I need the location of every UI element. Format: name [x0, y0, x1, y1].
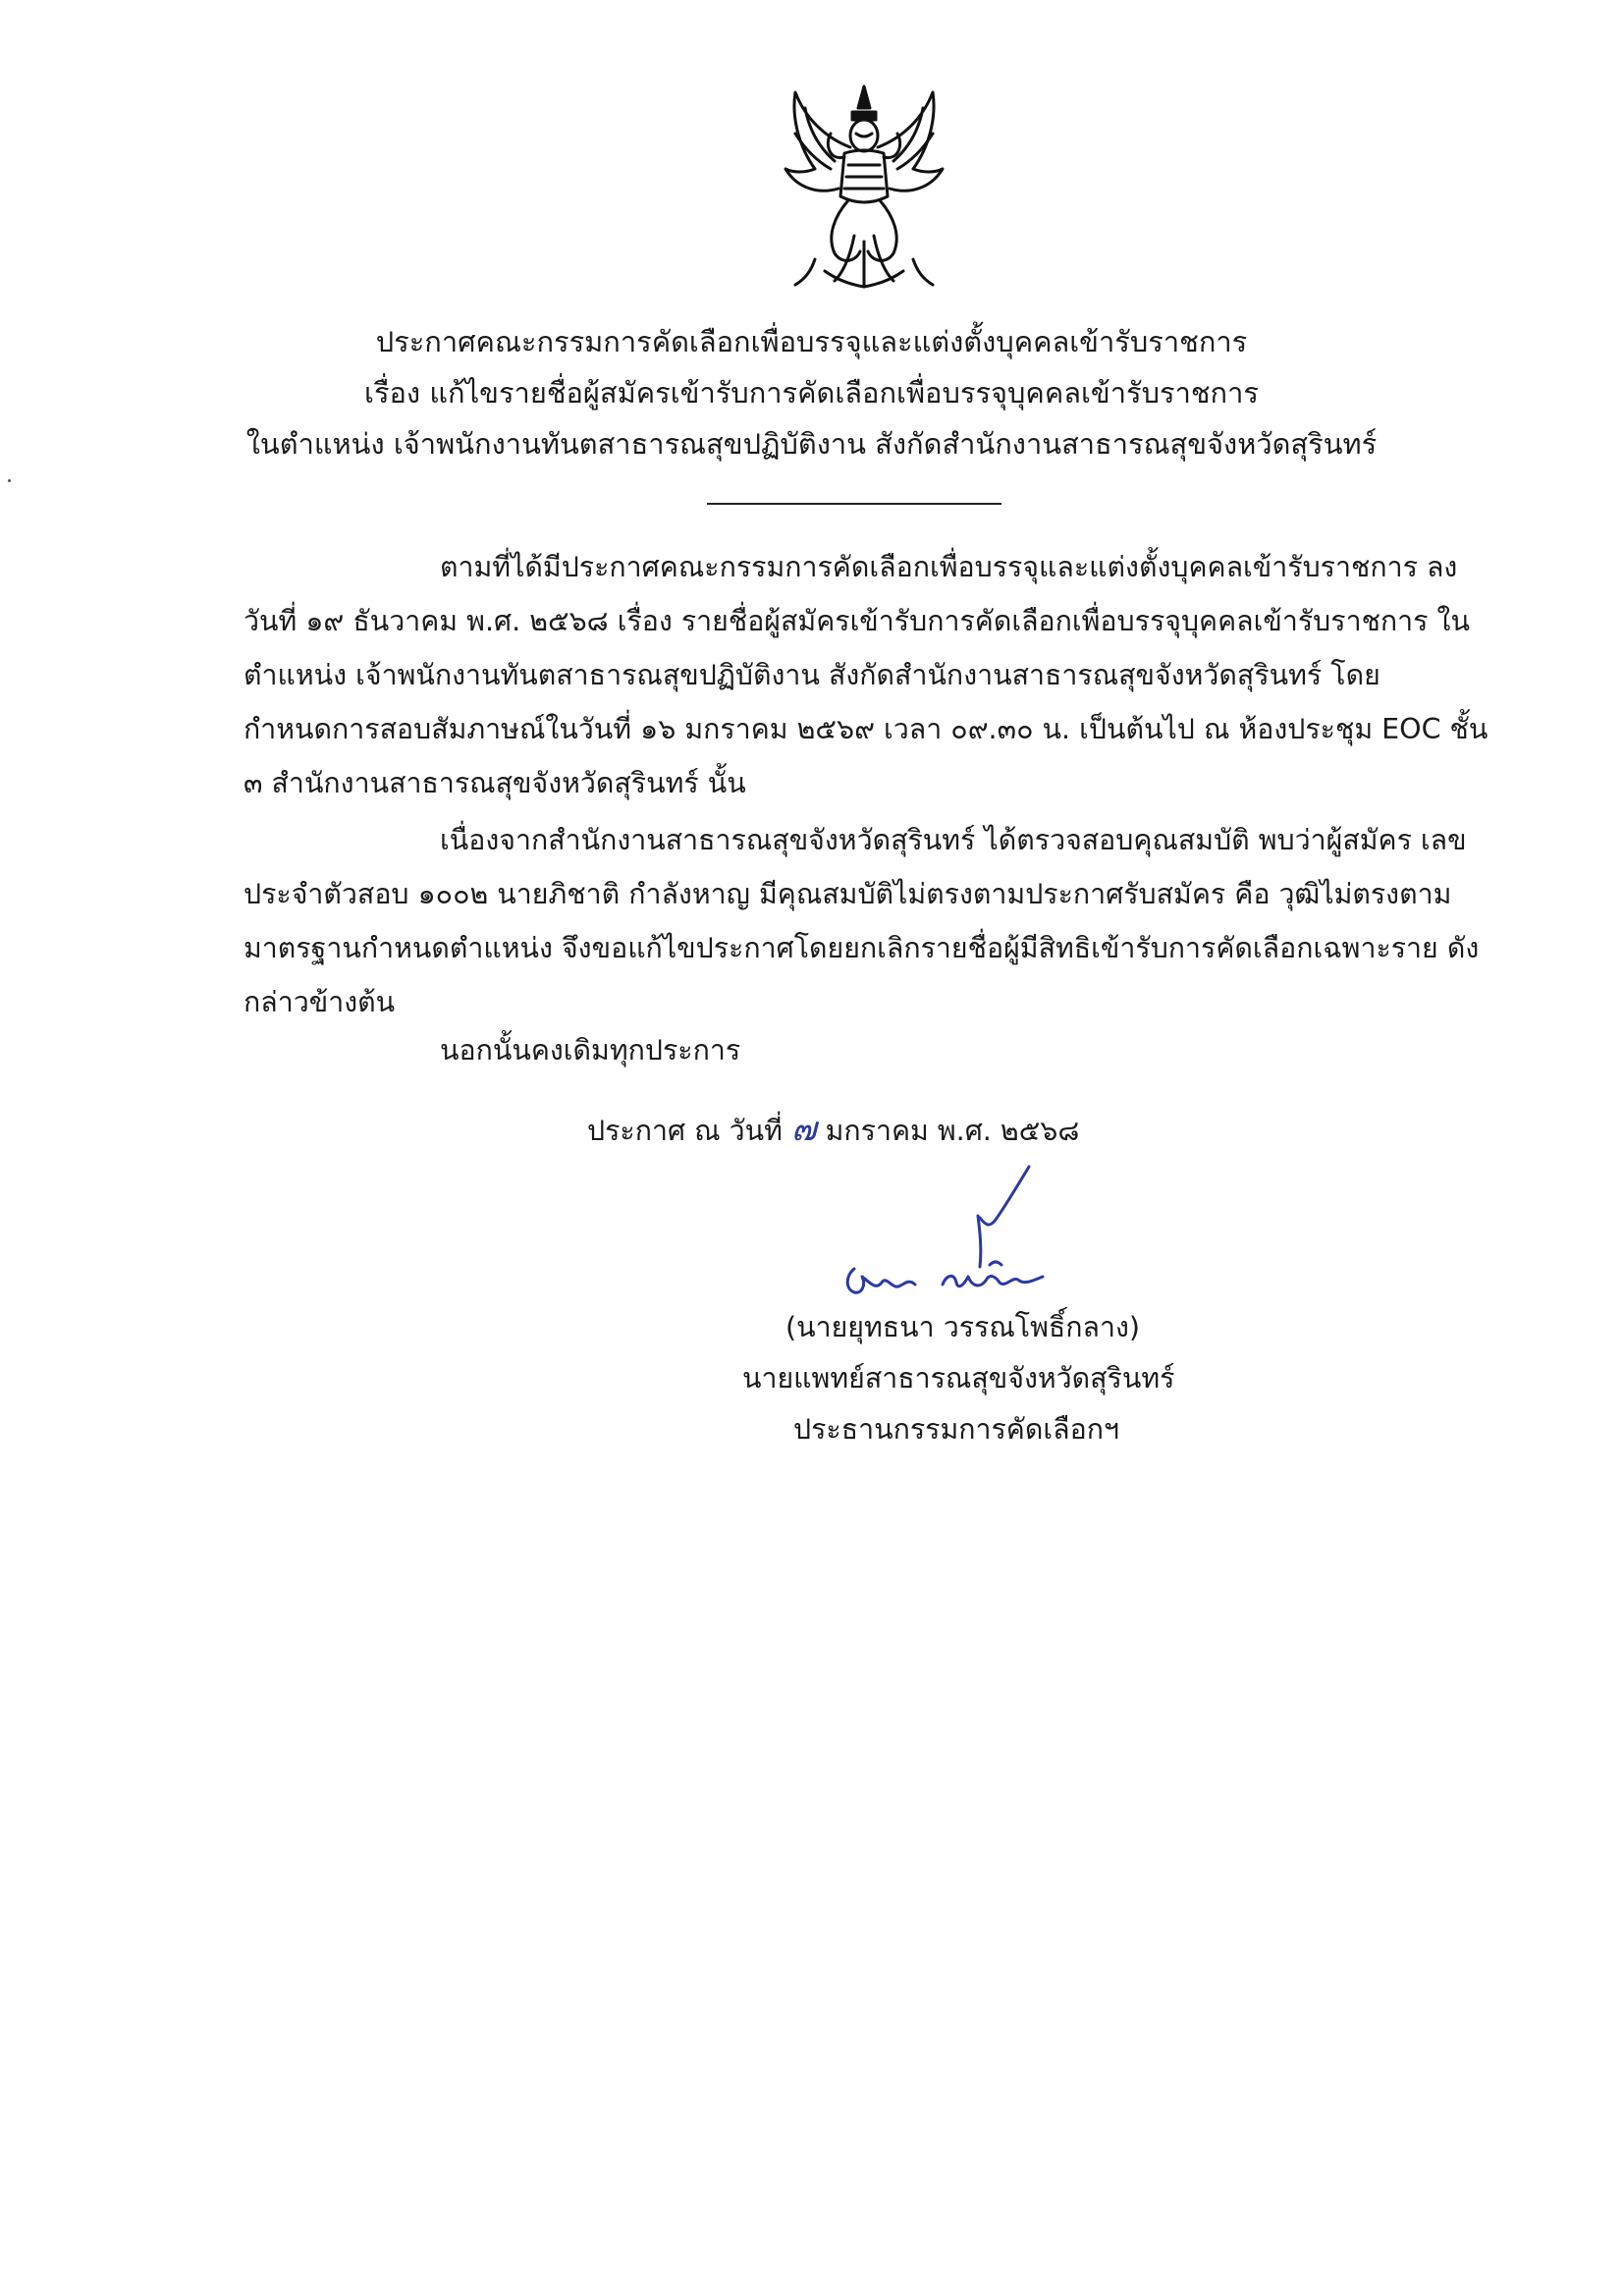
date-day-handwritten: ๗ — [790, 1110, 817, 1149]
header-line-3: ในตำแหน่ง เจ้าพนักงานทันตสาธารณสุขปฏิบัติงาน สังกัดสำนักงานสาธารณสุขจังหวัดสุรินทร์ — [245, 427, 1378, 461]
handwritten-signature — [833, 1159, 1088, 1311]
signatory-name: (นายยุทธนา วรรณโพธิ์กลาง) — [785, 1311, 1141, 1343]
announcement-date — [587, 1110, 1079, 1151]
header-line-1: ประกาศคณะกรรมการคัดเลือกเพื่อบรรจุและแต่งตั้งบุคคลเข้ารับราชการ — [375, 325, 1248, 358]
date-prefix: ประกาศ ณ วันที่ — [587, 1115, 783, 1147]
scan-speck — [8, 479, 11, 482]
header-line-2: เรื่อง แก้ไขรายชื่อผู้สมัครเข้ารับการคัดเลือกเพื่อบรรจุบุคคลเข้ารับราชการ — [364, 376, 1259, 410]
garuda-emblem — [766, 79, 962, 295]
signatory-title: นายแพทย์สาธารณสุขจังหวัดสุรินทร์ — [742, 1362, 1175, 1394]
signatory-role: ประธานกรรมการคัดเลือกฯ — [793, 1413, 1119, 1446]
date-month-year: มกราคม พ.ศ. ๒๕๖๘ — [825, 1115, 1080, 1147]
closing-statement: นอกนั้นคงเดิมทุกประการ — [440, 1034, 741, 1066]
body-paragraph-2: เนื่องจากสำนักงานสาธารณสุขจังหวัดสุรินทร์ ได้ตรวจสอบคุณสมบัติ พบว่าผู้สมัคร เลขประจำตัวสอบ ๑๐๐๒ นายภิชาติ กำลังหาญ มีคุณสมบัติไม่ตรงตามประกาศรับสมัคร คือ วุฒิไม่ตรงตามมาตรฐานกำหนดตำแหน่ง จึงขอแก้ไขประกาศโดยยกเลิกรายชื่อผู้มีสิทธิเข้ารับการคัดเลือกเฉพาะราย ดังกล่าวข้างต้น — [243, 824, 1480, 1018]
body-paragraph-1: ตามที่ได้มีประกาศคณะกรรมการคัดเลือกเพื่อบรรจุและแต่งตั้งบุคคลเข้ารับราชการ ลงวันที่ ๑๙ ธันวาคม พ.ศ. ๒๕๖๘ เรื่อง รายชื่อผู้สมัครเข้ารับการคัดเลือกเพื่อบรรจุบุคคลเข้ารับราชการ ในตำแหน่ง เจ้าพนักงานทันตสาธารณสุขปฏิบัติงาน สังกัดสำนักงานสาธารณสุขจังหวัดสุรินทร์ โดยกำหนดการสอบสัมภาษณ์ในวันที่ ๑๖ มกราคม ๒๕๖๙ เวลา ๐๙.๓๐ น. เป็นต้นไป ณ ห้องประชุม EOC ชั้น ๓ สำนักงานสาธารณสุขจังหวัดสุรินทร์ นั้น — [243, 551, 1488, 799]
header-divider — [707, 503, 1001, 505]
